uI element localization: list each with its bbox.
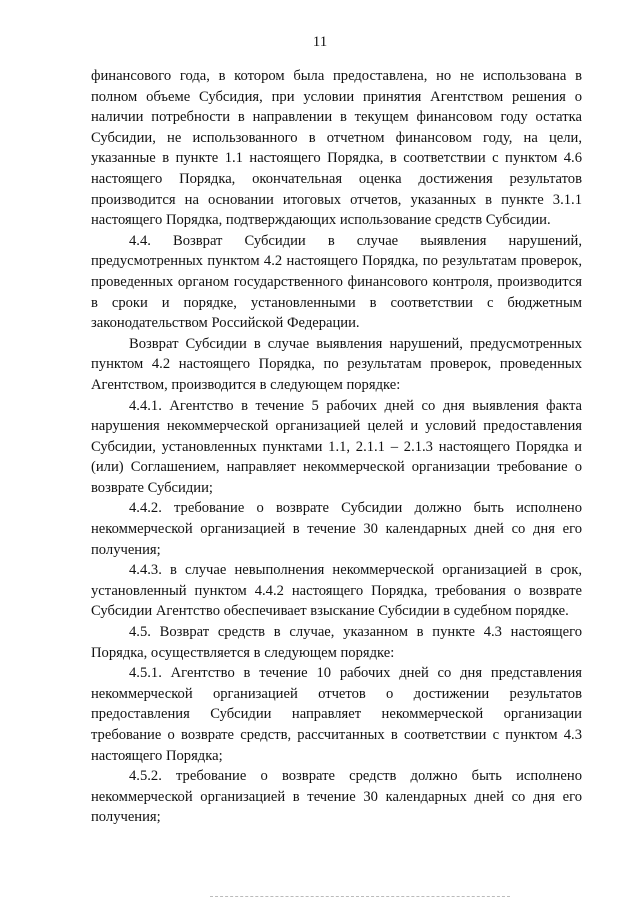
paragraph-4-4-procedure: Возврат Субсидии в случае выявления нарушений, предусмотренных пунктом 4.2 настоящего Порядка, по результатам проверок, проведенных Агентством, производится в следующем порядке: bbox=[91, 335, 582, 393]
paragraph-continuation: финансового года, в котором была предоставлена, но не использована в полном объеме Субсидия, при условии принятия Агентством решения о наличии потребности в направлении в текущем финансовом году остатка Субсидии, не использованного в отчетном финансовом году, на цели, указанные в пункте 1.1 настоящего Порядка, в соответствии с пунктом 4.6 настоящего Порядка, окончательная оценка достижения результатов производится на основании итоговых отчетов, указанных в пункте 3.1.1 настоящего Порядка, подтверждающих использование средств Субсидии. bbox=[91, 68, 582, 229]
scan-edge-divider bbox=[210, 896, 510, 898]
paragraph-4-5-1: 4.5.1. Агентство в течение 10 рабочих дней со дня представления некоммерческой организацией отчетов о достижении результатов предоставления Субсидии направляет некоммерческой организации требование о возврате средств, рассчитанных в соответствии с пунктом 4.3 настоящего Порядка; bbox=[91, 665, 582, 764]
paragraph-4-4: 4.4. Возврат Субсидии в случае выявления нарушений, предусмотренных пунктом 4.2 настоящего Порядка, по результатам проверок, проведенных органом государственного финансового контроля, производится в сроки и порядке, установленными в соответствии с бюджетным законодательством Российской Федерации. bbox=[91, 232, 582, 332]
paragraph-4-5-2: 4.5.2. требование о возврате средств должно быть исполнено некоммерческой организацией в течение 30 календарных дней со дня его получения; bbox=[91, 768, 582, 826]
paragraph-4-5: 4.5. Возврат средств в случае, указанном в пункте 4.3 настоящего Порядка, осуществляется в следующем порядке: bbox=[91, 624, 582, 661]
page-number: 11 bbox=[312, 34, 328, 50]
paragraph-4-4-1: 4.4.1. Агентство в течение 5 рабочих дней со дня выявления факта нарушения некоммерческой организацией целей и условий предоставления Субсидии, установленных пунктами 1.1, 2.1.1 – 2.1.3 настоящего Порядка и (или) Соглашением, направляет некоммерческой организации требование о возврате Субсидии; bbox=[91, 397, 582, 496]
paragraph-4-4-3: 4.4.3. в случае невыполнения некоммерческой организацией в срок, установленный пунктом 4.4.2 настоящего Порядка, требования о возврате Субсидии Агентство обеспечивает взыскание Субсидии в судебном порядке. bbox=[91, 562, 582, 620]
document-body bbox=[91, 66, 582, 828]
paragraph-4-4-2: 4.4.2. требование о возврате Субсидии должно быть исполнено некоммерческой организацией в течение 30 календарных дней со дня его получения; bbox=[91, 500, 582, 558]
